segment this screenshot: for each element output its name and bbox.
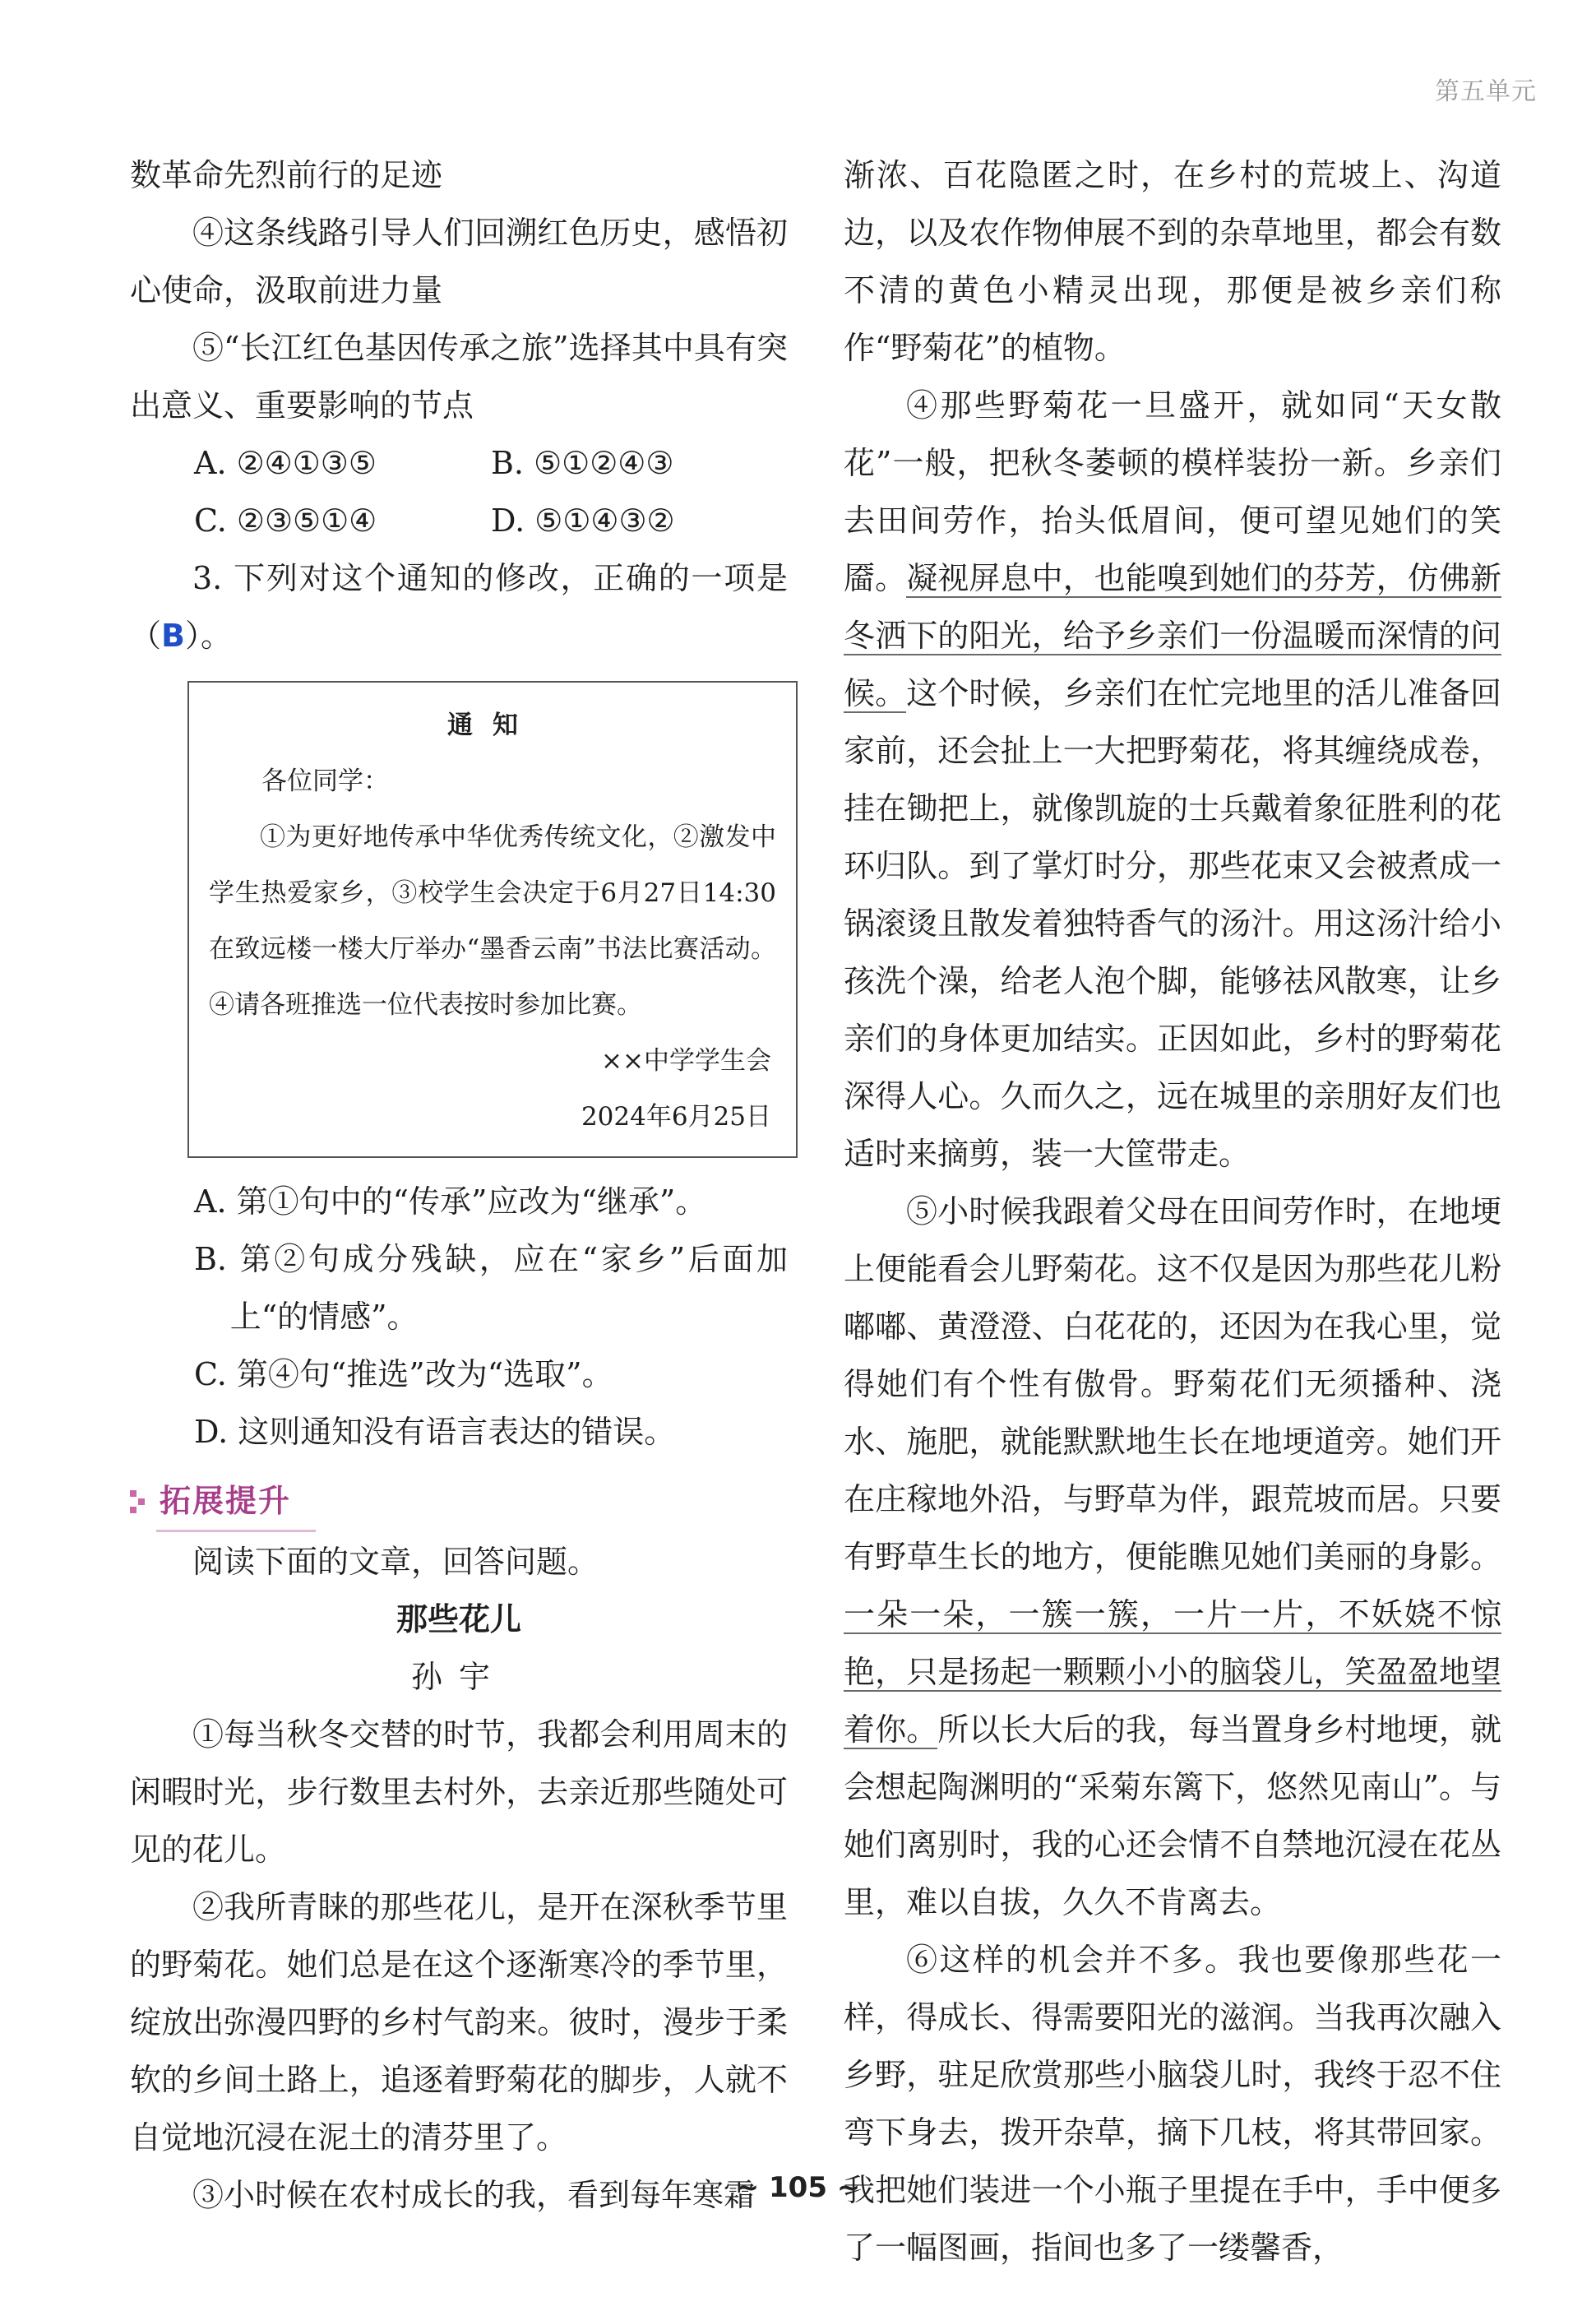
option-c: C. 第④句“推选”改为“选取”。 [194,1356,613,1392]
option-a: A. 第①句中的“传承”应改为“继承”。 [194,1183,707,1220]
notice-title: 通知 [447,711,538,740]
text-span: 所以长大后的我，每当置身乡村地埂，就会想起陶渊明的“采菊东篱下，悠然见南山”。与她们离别时，我的心还会情不自禁地沉浸在花丛里，难以自拔，久久不肯离去。 [844,1711,1501,1920]
page-number: ~ 105 ~ [735,2171,861,2204]
option-row [130,434,788,492]
underlined-sentence: 凝视屏息中，也能嗅到她们的芬芳，仿佛新冬洒下的阳光，给予乡亲们一份温暖而深情的问候。 [844,560,1501,711]
text-paragraph: ④这条线路引导人们回溯红色历史，感悟初心使命，汲取前进力量 [130,215,788,308]
text-span: ④那些野菊花一旦盛开，就如同“天女散花”一般，把秋冬萎顿的模样装扮一新。乡亲们去田间劳作，抬头低眉间，便可望见她们的笑靥。 [844,387,1501,596]
notice-box [187,681,798,1158]
answer-mark: B [161,618,185,654]
unit-label: 第五单元 [1435,77,1537,106]
text-span: 这个时候，乡亲们在忙完地里的活儿准备回家前，还会扯上一大把野菊花，将其缠绕成卷，挂在锄把上，就像凯旋的士兵戴着象征胜利的花环归队。到了掌灯时分，那些花束又会被煮成一锅滚烫且散发着独特香气的汤汁。用这汤汁给小孩洗个澡，给老人泡个脚，能够祛风散寒，让乡亲们的身体更加结实。正因如此，乡村的野菊花深得人心。久而久之，远在城里的亲朋好友们也适时来摘剪，装一大筐带走。 [844,675,1501,1172]
notice-greeting: 各位同学： [261,766,389,796]
option-d: D. ⑤①④③② [491,502,675,539]
question-stem: 3. 下列对这个通知的修改，正确的一项是（ [130,560,788,654]
article-author: 孙宇 [410,1659,507,1695]
article-paragraph [844,377,1501,1183]
article-paragraph [844,1183,1501,1931]
notice-body: ①为更好地传承中华优秀传统文化，②激发中学生热爱家乡，③校学生会决定于6月27日14:30在致远楼一楼大厅举办“墨香云南”书法比赛活动。④请各班推选一位代表按时参加比赛。 [209,822,776,1020]
left-column [130,146,788,2224]
underlined-sentence: 一朵一朵，一簇一簇，一片一片，不妖娆不惊艳，只是扬起一颗颗小小的脑袋儿，笑盈盈地望着你。 [844,1596,1501,1748]
option-b: B. ⑤①②④③ [491,445,674,481]
right-column [844,146,1501,2276]
question-3 [130,549,788,665]
section-title: 拓展提升 [156,1472,316,1532]
option-d: D. 这则通知没有语言表达的错误。 [194,1414,676,1450]
option-b [130,1230,788,1345]
instruction: 阅读下面的文章，回答问题。 [192,1544,599,1580]
article-paragraph: 渐浓、百花隐匿之时，在乡村的荒坡上、沟道边，以及农作物伸展不到的杂草地里，都会有数不清的黄色小精灵出现，那便是被乡亲们称作“野菊花”的植物。 [844,157,1501,366]
section-dots-icon [130,1490,150,1513]
notice-date: 2024年6月25日 [581,1102,771,1132]
section-header [130,1475,788,1528]
article-paragraph: ③小时候在农村成长的我，看到每年寒霜 [192,2177,756,2213]
article-title: 那些花儿 [396,1601,521,1637]
article-paragraph: ①每当秋冬交替的时节，我都会利用周末的闲暇时光，步行数里去村外，去亲近那些随处可见的花儿。 [130,1716,788,1868]
text-paragraph: ⑤“长江红色基因传承之旅”选择其中具有突出意义、重要影响的节点 [130,330,788,424]
question-stem-end: ）。 [184,618,232,654]
option-row [130,492,788,549]
option-c: C. ②③⑤①④ [194,502,377,539]
text-span: ⑤小时候我跟着父母在田间劳作时，在地埂上便能看会儿野菊花。这不仅是因为那些花儿粉嘟嘟、黄澄澄、白花花的，还因为在我心里，觉得她们有个性有傲骨。野菊花们无须播种、浇水、施肥，就能默默地生长在地埂道旁。她们开在庄稼地外沿，与野草为伴，跟荒坡而居。只要有野草生长的地方，便能瞧见她们美丽的身影。 [844,1193,1501,1575]
option-a: A. ②④①③⑤ [194,445,377,481]
article-paragraph: ②我所青睐的那些花儿，是开在深秋季节里的野菊花。她们总是在这个逐渐寒冷的季节里，绽放出弥漫四野的乡村气韵来。彼时，漫步于柔软的乡间土路上，追逐着野菊花的脚步，人就不自觉地沉浸在泥土的清芬里了。 [130,1889,788,2156]
article-paragraph: ⑥这样的机会并不多。我也要像那些花一样，得成长、得需要阳光的滋润。当我再次融入乡野，驻足欣赏那些小脑袋儿时，我终于忍不住弯下身去，拨开杂草，摘下几枝，将其带回家。我把她们装进一个小瓶子里提在手中，手中便多了一幅图画，指间也多了一缕馨香， [844,1942,1501,2266]
notice-signature: ××中学学生会 [601,1046,771,1076]
option-b-text: B. 第②句成分残缺，应在“家乡”后面加上“的情感”。 [194,1241,788,1335]
text-line: 数革命先烈前行的足迹 [130,157,443,193]
